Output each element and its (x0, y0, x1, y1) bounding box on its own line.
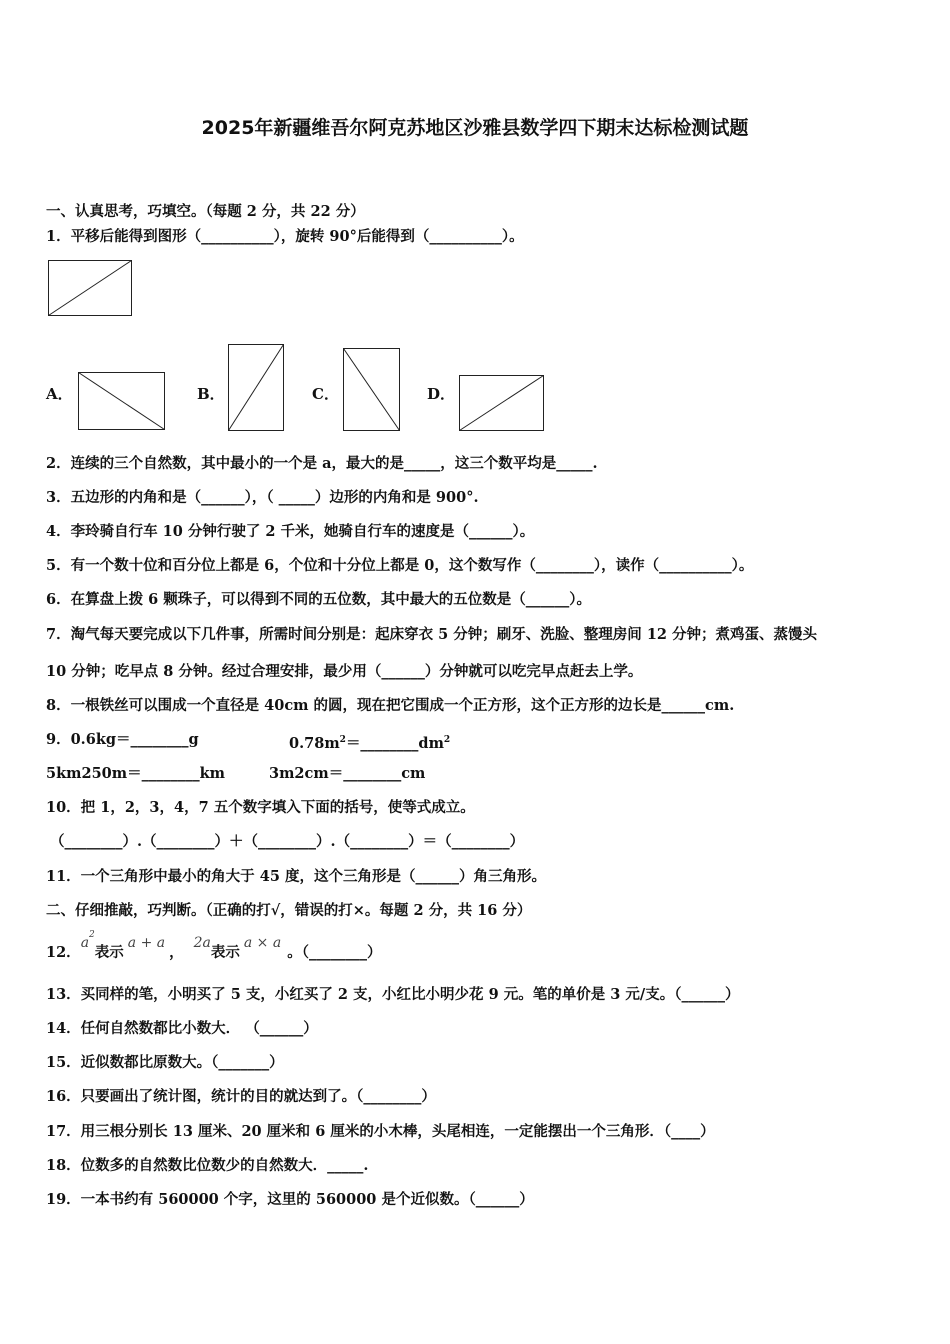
question-2: 2．连续的三个自然数，其中最小的一个是 a，最大的是_____，这三个数平均是_____. (46, 455, 598, 472)
question-10-equation: （________）.（________）＋（________）.（________）＝（________） (50, 833, 525, 850)
question-7-line-2: 10 分钟；吃早点 8 分钟。经过合理安排，最少用（______）分钟就可以吃完早点赶去上学。 (46, 663, 643, 680)
question-3: 3．五边形的内角和是（______），（ _____）边形的内角和是 900°. (46, 489, 479, 506)
question-9-part-3: 5km250m＝________km (46, 765, 225, 782)
question-6: 6．在算盘上拨 6 颗珠子，可以得到不同的五位数，其中最大的五位数是（______）。 (46, 591, 592, 608)
option-d-figure[interactable] (459, 375, 544, 431)
question-12: 12．$a^2$表示a + a，2a表示a × a。（________） (46, 930, 382, 961)
question-9-part-2: $0.78m^2=\_\_\_\_\_\_\_\_dm^2$ (289, 734, 451, 752)
question-11: 11．一个三角形中最小的角大于 45 度，这个三角形是（______）角三角形。 (46, 868, 546, 885)
question-13: 13．买同样的笔，小明买了 5 支，小红买了 2 支，小红比小明少花 9 元。笔的单价是 3 元/支。（______） (46, 986, 740, 1003)
question-8: 8．一根铁丝可以围成一个直径是 40cm 的圆，现在把它围成一个正方形，这个正方形的边长是______cm. (46, 697, 735, 714)
question-18: 18．位数多的自然数比位数少的自然数大．_____. (46, 1157, 369, 1174)
option-b-figure[interactable] (228, 344, 284, 431)
question-19: 19．一本书约有 560000 个字，这里的 560000 是个近似数。（______） (46, 1191, 534, 1208)
question-5: 5．有一个数十位和百分位上都是 6，个位和十分位上都是 0，这个数写作（________），读作（__________）。 (46, 557, 754, 574)
question-4: 4．李玲骑自行车 10 分钟行驶了 2 千米，她骑自行车的速度是（______）。 (46, 523, 535, 540)
question-17: 17．用三根分别长 13 厘米、20 厘米和 6 厘米的小木棒，头尾相连，一定能摆出一个三角形．（____） (46, 1123, 715, 1140)
option-b-label: B． (197, 385, 225, 403)
q1-reference-figure (48, 260, 132, 317)
section-1-heading: 一、认真思考，巧填空。（每题 2 分，共 22 分） (46, 203, 365, 220)
question-9-part-1: 9．0.6kg＝________g (46, 731, 199, 748)
page-title: 2025年新疆维吾尔阿克苏地区沙雅县数学四下期末达标检测试题 (201, 117, 749, 139)
option-c-label: C． (312, 385, 339, 403)
option-a-figure[interactable] (78, 372, 165, 430)
question-9-part-4: 3m2cm＝________cm (269, 765, 426, 782)
option-d-label: D． (427, 385, 456, 403)
question-1: 1．平移后能得到图形（__________），旋转 90°后能得到（__________）。 (46, 228, 524, 245)
option-c-figure[interactable] (343, 348, 400, 431)
question-10: 10．把 1，2，3，4，7 五个数字填入下面的括号，使等式成立。 (46, 799, 475, 816)
question-15: 15．近似数都比原数大。（_______） (46, 1054, 284, 1071)
section-2-heading: 二、仔细推敲，巧判断。（正确的打√，错误的打×。每题 2 分，共 16 分） (46, 902, 532, 919)
question-14: 14．任何自然数都比小数大． （______） (46, 1020, 318, 1037)
question-16: 16．只要画出了统计图，统计的目的就达到了。（________） (46, 1088, 436, 1105)
question-7-line-1: 7．淘气每天要完成以下几件事，所需时间分别是：起床穿衣 5 分钟；刷牙、洗脸、整理房间 12 分钟；煮鸡蛋、蒸馒头 (46, 626, 818, 643)
option-a-label: A． (46, 385, 73, 403)
